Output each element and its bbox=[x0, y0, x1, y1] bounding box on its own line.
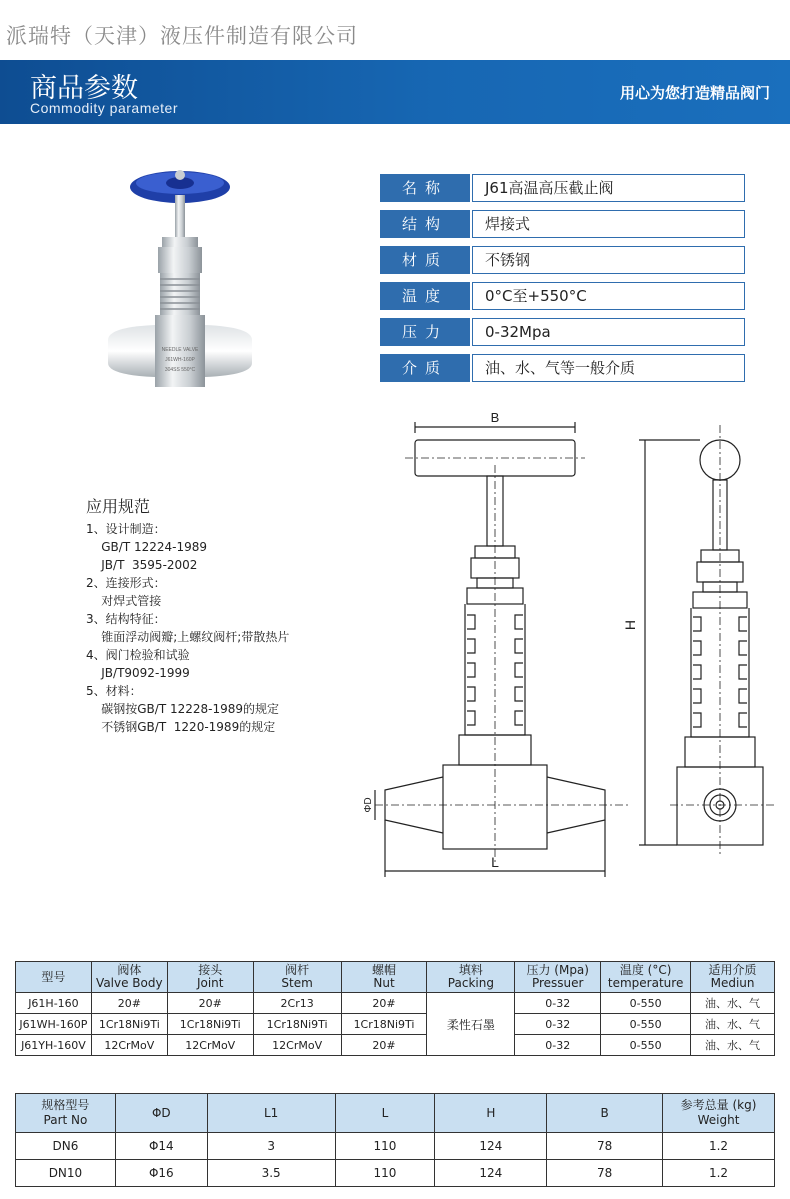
table-row bbox=[16, 1014, 775, 1035]
application-list bbox=[86, 520, 289, 736]
table-cell: 20# bbox=[341, 993, 427, 1014]
dim-label-b: B bbox=[490, 410, 500, 425]
front-view bbox=[363, 410, 630, 877]
application-line: JB/T9092-1999 bbox=[86, 666, 190, 680]
table-cell: DN6 bbox=[16, 1133, 116, 1160]
photo-marking-3: 304SS 550°C bbox=[164, 367, 196, 373]
table-header: L bbox=[335, 1094, 435, 1133]
table-cell: 0-550 bbox=[601, 1014, 691, 1035]
spec-value: 0-32Mpa bbox=[472, 318, 745, 346]
application-line: GB/T 12224-1989 bbox=[86, 540, 208, 554]
table-header: 接头 Joint bbox=[167, 962, 253, 993]
technical-drawing bbox=[355, 405, 785, 885]
table-cell: 油、水、气 bbox=[691, 1035, 775, 1056]
table-header: 压力 (Mpa) Pressuer bbox=[515, 962, 601, 993]
table-cell: 油、水、气 bbox=[691, 1014, 775, 1035]
spec-row-temperature bbox=[380, 282, 745, 310]
table-cell: 124 bbox=[435, 1160, 547, 1187]
table-row bbox=[16, 993, 775, 1014]
table-cell: 0-32 bbox=[515, 993, 601, 1014]
spec-value: 0°C至+550°C bbox=[472, 282, 745, 310]
application-line: 不锈钢GB/T 1220-1989的规定 bbox=[86, 720, 276, 734]
table-cell: 20# bbox=[91, 993, 167, 1014]
table-cell: 20# bbox=[167, 993, 253, 1014]
dimension-table bbox=[15, 1093, 775, 1187]
application-line: 锥面浮动阀瓣;上螺纹阀杆;带散热片 bbox=[86, 630, 290, 644]
section-banner bbox=[0, 60, 790, 124]
banner-title: 商品参数 bbox=[30, 73, 138, 104]
table-cell: Φ16 bbox=[115, 1160, 207, 1187]
application-line: 碳钢按GB/T 12228-1989的规定 bbox=[86, 702, 280, 716]
side-view bbox=[622, 425, 775, 855]
table-cell: 78 bbox=[547, 1160, 663, 1187]
table-header: H bbox=[435, 1094, 547, 1133]
application-title: 应用规范 bbox=[86, 497, 151, 516]
application-line: JB/T 3595-2002 bbox=[86, 558, 198, 572]
table-header-row bbox=[16, 962, 775, 993]
table-cell: 110 bbox=[335, 1160, 435, 1187]
application-line: 1、设计制造： bbox=[86, 522, 166, 536]
table-cell: 1Cr18Ni9Ti bbox=[167, 1014, 253, 1035]
company-name: 派瑞特（天津）液压件制造有限公司 bbox=[6, 24, 358, 48]
table-cell: 124 bbox=[435, 1133, 547, 1160]
table-cell: 0-550 bbox=[601, 1035, 691, 1056]
application-line: 5、材料： bbox=[86, 684, 142, 698]
application-line: 3、结构特征： bbox=[86, 612, 166, 626]
spec-value: 油、水、气等一般介质 bbox=[472, 354, 745, 382]
table-cell: J61H-160 bbox=[16, 993, 92, 1014]
table-cell: DN10 bbox=[16, 1160, 116, 1187]
spec-row-pressure bbox=[380, 318, 745, 346]
table-cell: J61WH-160P bbox=[16, 1014, 92, 1035]
application-line: 对焊式管接 bbox=[86, 594, 162, 608]
table-header: B bbox=[547, 1094, 663, 1133]
application-line: 4、阀门检验和试验 bbox=[86, 648, 190, 662]
table-header: 参考总量 (kg) Weight bbox=[663, 1094, 775, 1133]
spec-value: 焊接式 bbox=[472, 210, 745, 238]
spec-row-name bbox=[380, 174, 745, 202]
table-header: 阀杆 Stem bbox=[253, 962, 341, 993]
material-table bbox=[15, 961, 775, 1056]
spec-label: 结构 bbox=[380, 210, 470, 238]
table-header: ΦD bbox=[115, 1094, 207, 1133]
table-cell: 2Cr13 bbox=[253, 993, 341, 1014]
dim-label-h: H bbox=[622, 619, 638, 631]
table-header: 规格型号 Part No bbox=[16, 1094, 116, 1133]
table-cell: 0-550 bbox=[601, 993, 691, 1014]
spec-row-structure bbox=[380, 210, 745, 238]
table-cell: 0-32 bbox=[515, 1035, 601, 1056]
spec-row-material bbox=[380, 246, 745, 274]
table-row bbox=[16, 1133, 775, 1160]
table-header: 温度 (°C) temperature bbox=[601, 962, 691, 993]
table-header: L1 bbox=[207, 1094, 335, 1133]
table-cell: 1.2 bbox=[663, 1160, 775, 1187]
table-header: 适用介质 Mediun bbox=[691, 962, 775, 993]
table-cell: 12CrMoV bbox=[91, 1035, 167, 1056]
table-row bbox=[16, 1160, 775, 1187]
spec-row-medium bbox=[380, 354, 745, 382]
table-cell: 3 bbox=[207, 1133, 335, 1160]
spec-label: 温度 bbox=[380, 282, 470, 310]
table-cell: Φ14 bbox=[115, 1133, 207, 1160]
spec-label: 压力 bbox=[380, 318, 470, 346]
table-cell: 1Cr18Ni9Ti bbox=[91, 1014, 167, 1035]
table-header: 螺帽 Nut bbox=[341, 962, 427, 993]
spec-value: 不锈钢 bbox=[472, 246, 745, 274]
table-header: 阀体 Valve Body bbox=[91, 962, 167, 993]
photo-marking-1: NEEDLE VALVE bbox=[161, 347, 199, 353]
dim-label-l: L bbox=[491, 854, 499, 870]
banner-subtitle: Commodity parameter bbox=[30, 100, 178, 116]
table-row bbox=[16, 1035, 775, 1056]
table-cell: 20# bbox=[341, 1035, 427, 1056]
table-header: 型号 bbox=[16, 962, 92, 993]
table-cell: 3.5 bbox=[207, 1160, 335, 1187]
table-cell: 12CrMoV bbox=[167, 1035, 253, 1056]
table-header-row bbox=[16, 1094, 775, 1133]
table-header: 填料 Packing bbox=[427, 962, 515, 993]
table-cell: 78 bbox=[547, 1133, 663, 1160]
spec-label: 名称 bbox=[380, 174, 470, 202]
photo-marking-2: J61WH-160P bbox=[165, 357, 195, 363]
spec-label: 材质 bbox=[380, 246, 470, 274]
table-cell: 1Cr18Ni9Ti bbox=[341, 1014, 427, 1035]
table-cell: 1.2 bbox=[663, 1133, 775, 1160]
table-cell: 1Cr18Ni9Ti bbox=[253, 1014, 341, 1035]
valve-product-image bbox=[100, 165, 260, 395]
table-cell: 油、水、气 bbox=[691, 993, 775, 1014]
spec-label: 介质 bbox=[380, 354, 470, 382]
application-line: 2、连接形式： bbox=[86, 576, 166, 590]
spec-value: J61高温高压截止阀 bbox=[472, 174, 745, 202]
packing-cell: 柔性石墨 bbox=[427, 993, 515, 1056]
table-cell: J61YH-160V bbox=[16, 1035, 92, 1056]
table-cell: 12CrMoV bbox=[253, 1035, 341, 1056]
table-cell: 110 bbox=[335, 1133, 435, 1160]
dim-label-d: ΦD bbox=[363, 797, 374, 813]
table-cell: 0-32 bbox=[515, 1014, 601, 1035]
banner-slogan: 用心为您打造精品阀门 bbox=[619, 84, 770, 102]
